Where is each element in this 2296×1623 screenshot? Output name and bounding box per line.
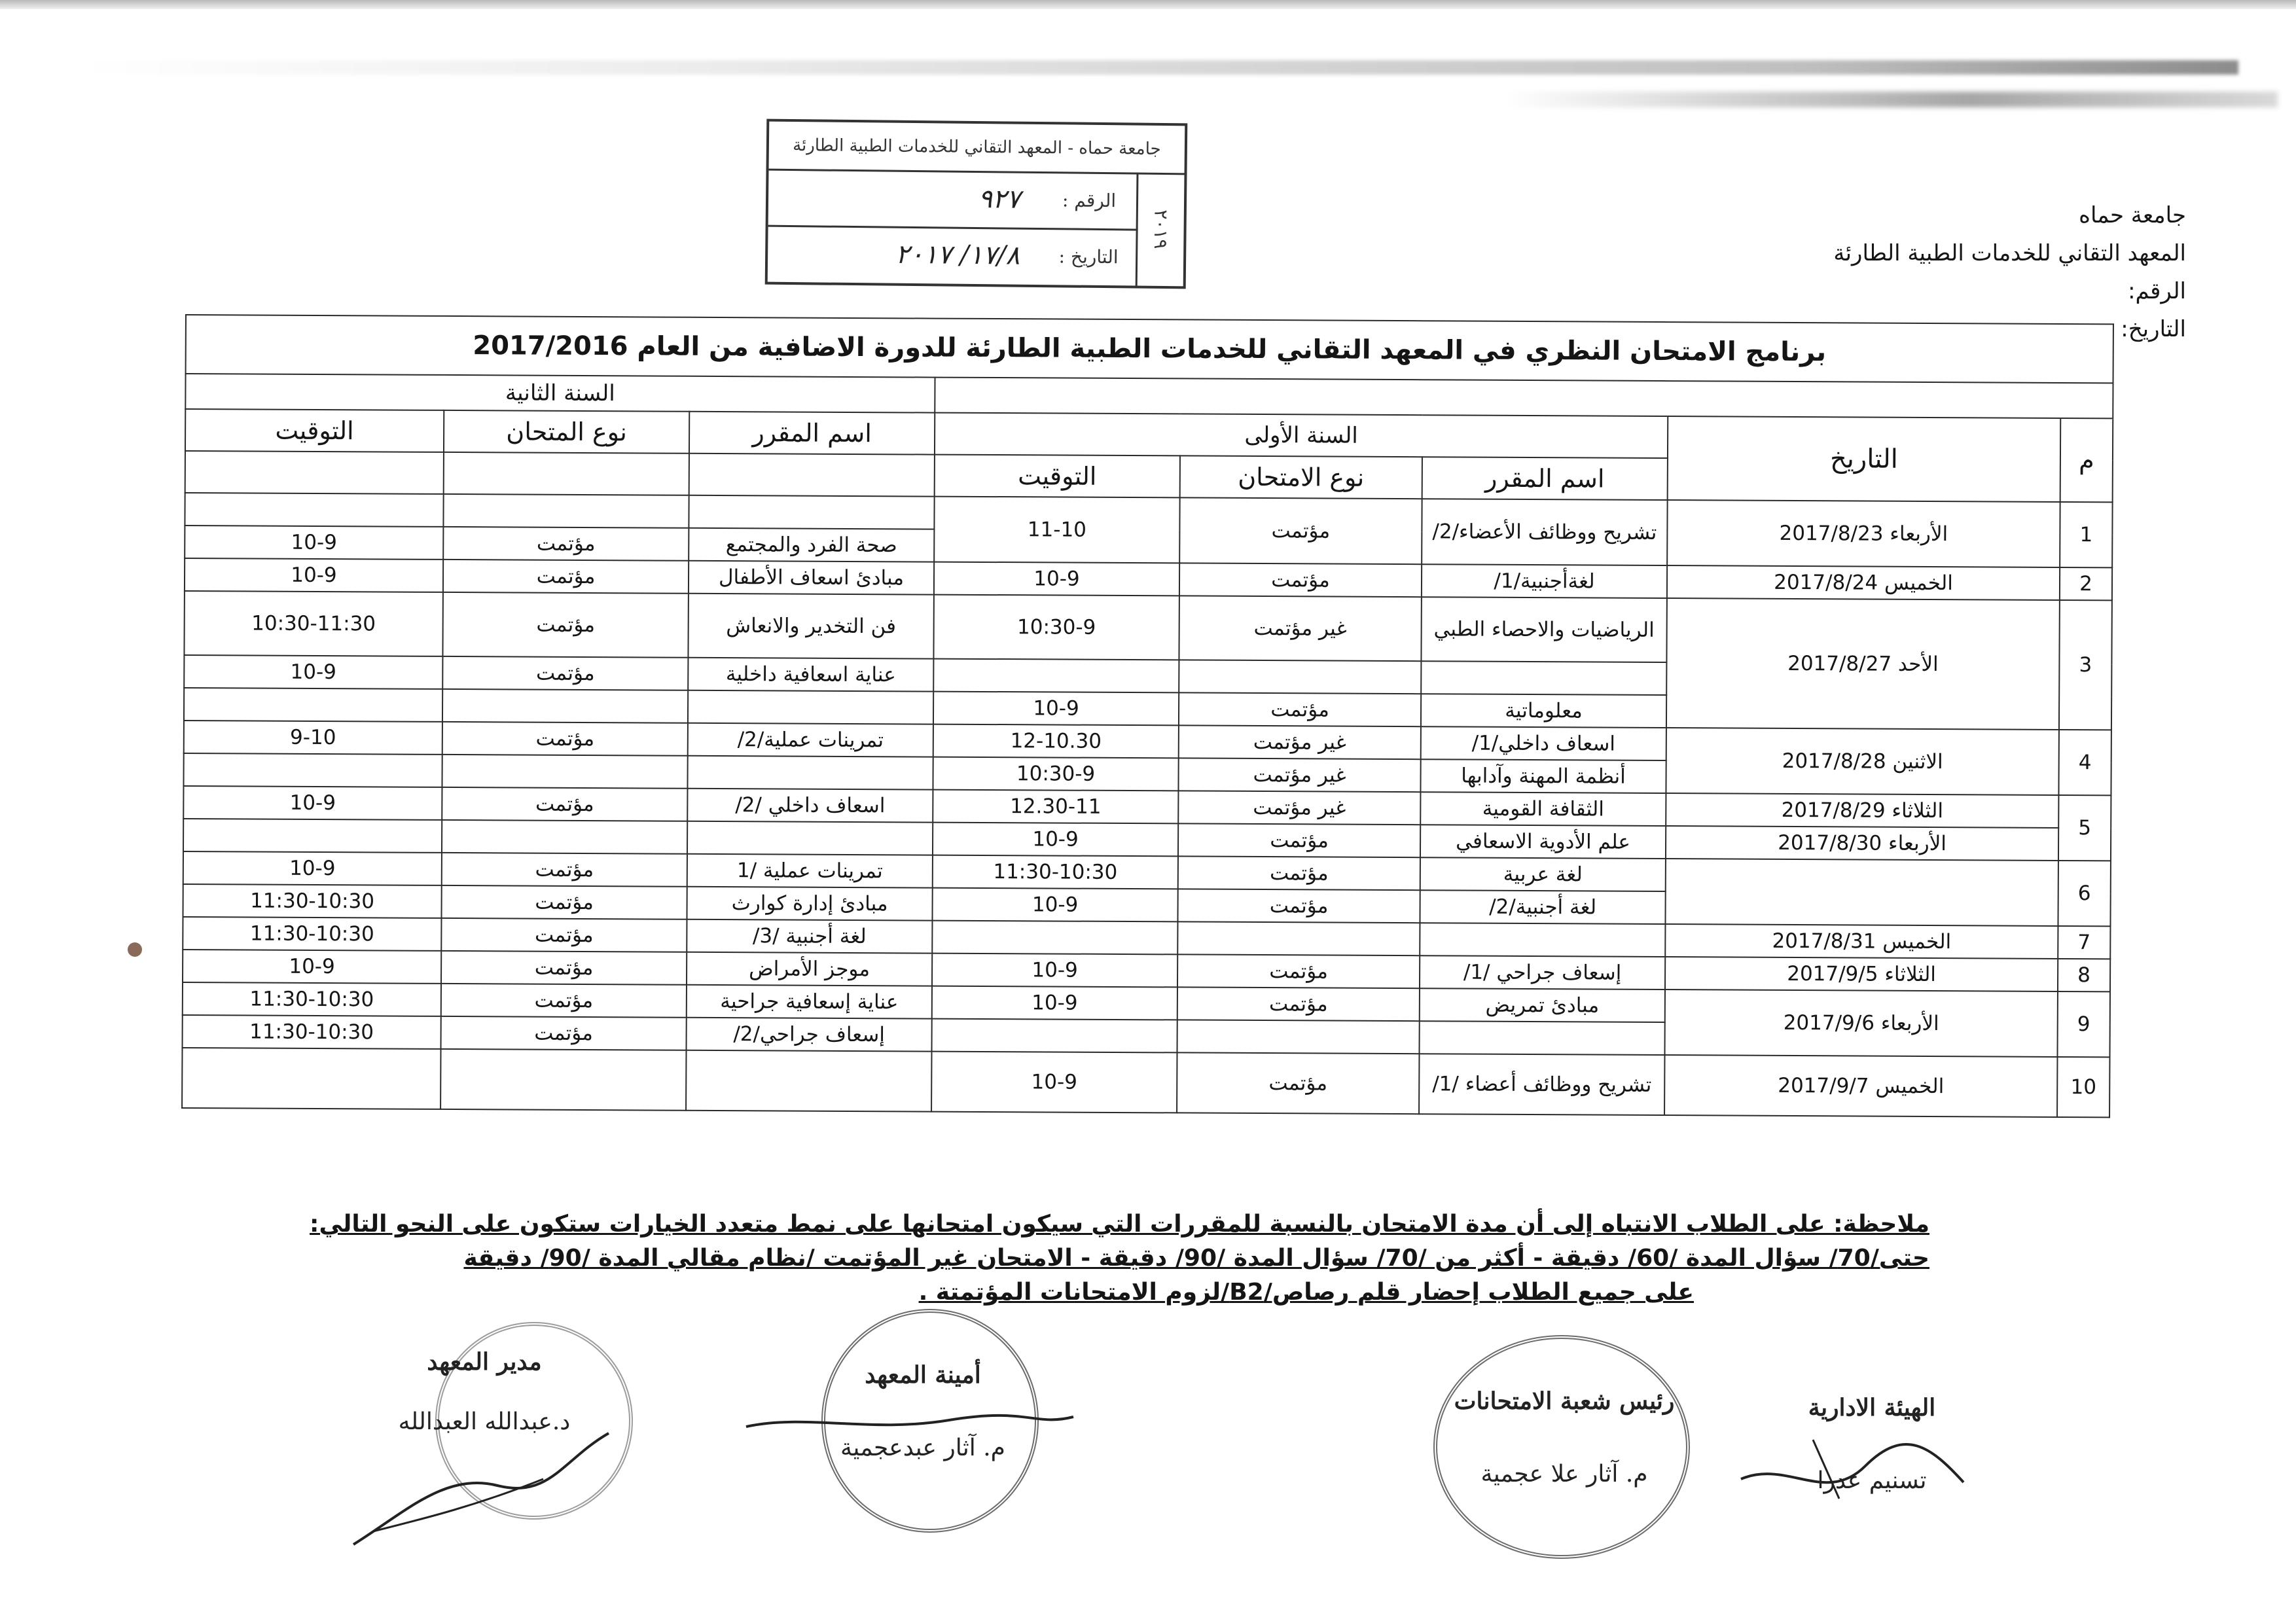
y1-course: علم الأدوية الاسعافي — [1420, 825, 1666, 859]
y1-time-value: 10:30-9 — [1016, 762, 1096, 786]
y2-time — [184, 721, 442, 755]
y2-time-value: 11:30-10:30 — [249, 921, 374, 946]
y1-course: الثقافة القومية — [1420, 792, 1666, 826]
y1-time-value: 10-9 — [1031, 991, 1078, 1015]
y2-time — [183, 950, 441, 984]
y2-type: مؤتمت — [443, 560, 689, 594]
y1-type: مؤتمت — [1179, 563, 1422, 597]
empty-cell — [185, 451, 444, 494]
empty-cell — [689, 495, 934, 529]
y2-type: مؤتمت — [441, 1016, 687, 1050]
row-date: الأحد 2017/8/27 — [1666, 598, 2060, 730]
empty-cell — [932, 921, 1177, 955]
y2-time — [183, 917, 441, 951]
reg-number-label: الرقم : — [1062, 188, 1117, 211]
y2-type: مؤتمت — [442, 722, 688, 756]
y2-time-value: 10-9 — [289, 791, 336, 815]
y2-course: عناية اسعافية داخلية — [688, 658, 933, 692]
y2-time-value: 9-10 — [290, 725, 336, 750]
row-date: الثلاثاء 2017/9/5 — [1665, 957, 2058, 991]
y2-time-value: 11:30-10:30 — [249, 987, 374, 1012]
y1-time — [933, 790, 1178, 824]
col-type-header-y1: نوع الامتحان — [1180, 455, 1422, 499]
empty-cell — [442, 689, 688, 723]
col-course-header-y1: اسم المقرر — [1422, 457, 1668, 500]
y1-time-value: 10-9 — [1031, 893, 1079, 917]
y2-time — [185, 558, 443, 592]
y1-type: مؤتمت — [1177, 889, 1420, 923]
y2-course: عناية إسعافية جراحية — [687, 985, 932, 1019]
secretary-title: أمينة المعهد — [865, 1361, 981, 1389]
empty-cell — [1177, 921, 1420, 955]
y1-course: تشريح ووظائف الأعضاء/2/ — [1422, 499, 1667, 565]
row-date: الاثنين 2017/8/28 — [1666, 728, 2058, 795]
y2-time — [183, 786, 442, 820]
reg-stamp-side — [1136, 173, 1185, 287]
scan-streak — [79, 60, 2238, 75]
empty-cell — [183, 753, 442, 787]
empty-cell — [932, 1019, 1177, 1053]
y2-time-value: 10-9 — [289, 856, 336, 881]
y1-time — [933, 595, 1179, 660]
y2-course: صحة الفرد والمجتمع — [689, 528, 934, 562]
y1-time-value: 10-9 — [1032, 827, 1079, 851]
col-course-header-y2: اسم المقرر — [689, 412, 935, 455]
y2-time-value: 10-9 — [289, 954, 335, 979]
y1-time-value: 12.30-11 — [1010, 794, 1102, 819]
row-date: الخميس 2017/8/24 — [1667, 565, 2060, 600]
row-num: 8 — [2058, 959, 2110, 991]
y2-type: مؤتمت — [442, 853, 687, 887]
y2-course: اسعاف داخلي /2/ — [687, 789, 933, 823]
y2-course: مبادئ إدارة كوارث — [687, 887, 932, 921]
y1-type: مؤتمت — [1177, 987, 1420, 1021]
empty-cell — [440, 1049, 686, 1111]
y2-time-value: 10:30-11:30 — [251, 611, 376, 636]
y1-time-value: 12-10.30 — [1010, 729, 1102, 753]
y2-type: مؤتمت — [441, 885, 687, 919]
institute-name: المعهد التقاني للخدمات الطبية الطارئة — [1833, 240, 2186, 266]
y1-course: لغة أجنبية/2/ — [1420, 890, 1665, 924]
note-line-2: حتى/70/ سؤال المدة /60/ دقيقة - أكثر من /70/ سؤال المدة /90/ دقيقة - الامتحان غير المؤتمت /نظام مقالي المدة /90/ دقيقة — [463, 1245, 1929, 1272]
y1-type: غير مؤتمت — [1179, 725, 1421, 759]
reg-number-value: ٩٢٧ — [978, 184, 1021, 215]
y2-type: مؤتمت — [442, 592, 688, 658]
y2-course: تمرينات عملية /1 — [687, 854, 933, 888]
row-num: 9 — [2057, 991, 2109, 1057]
y2-time — [183, 884, 441, 918]
exams-name: م. آثار علا عجمية — [1480, 1461, 1648, 1488]
y1-type: مؤتمت — [1178, 823, 1420, 857]
director-name: د.عبدالله العبدالله — [398, 1408, 571, 1435]
empty-cell — [442, 820, 687, 854]
y1-type: مؤتمت — [1177, 954, 1420, 988]
exams-signature-block — [1427, 1387, 1702, 1488]
y1-time — [934, 562, 1179, 596]
empty-cell — [1420, 923, 1665, 957]
admin-signature-scribble — [1734, 1420, 1970, 1512]
empty-cell — [185, 493, 443, 527]
y2-time — [184, 655, 442, 689]
y1-time-value: 11-10 — [1027, 518, 1087, 542]
empty-cell — [1419, 1021, 1664, 1055]
y2-time — [184, 591, 443, 656]
y1-type: غير مؤتمت — [1178, 758, 1420, 792]
col-time-header-y2: التوقيت — [185, 409, 444, 452]
y1-time-value: 10:30-9 — [1016, 615, 1096, 639]
empty-cell — [444, 452, 689, 495]
empty-cell — [442, 755, 687, 789]
row-date: الأربعاء 2017/8/30 — [1666, 826, 2058, 861]
row-date: الخميس 2017/8/31 — [1665, 924, 2058, 959]
ink-dot — [128, 942, 142, 957]
y2-time-value: 10-9 — [290, 660, 337, 685]
y2-time-value: 11:30-10:30 — [250, 889, 375, 914]
y1-time — [933, 823, 1178, 857]
y2-course: مبادئ اسعاف الأطفال — [689, 561, 934, 595]
y1-time — [932, 954, 1177, 988]
admin-title: الهيئة الادارية — [1808, 1394, 1936, 1421]
row-date: الخميس 2017/9/7 — [1664, 1055, 2057, 1117]
y1-course: إسعاف جراحي /1/ — [1420, 955, 1665, 990]
empty-cell — [688, 690, 933, 724]
y2-course: فن التخدير والانعاش — [688, 594, 933, 659]
y1-time — [933, 855, 1178, 889]
row-date: الثلاثاء 2017/8/29 — [1666, 793, 2058, 828]
row-num: 6 — [2058, 861, 2110, 926]
empty-cell — [1665, 859, 2058, 926]
y1-course: معلوماتية — [1421, 694, 1666, 728]
y1-time — [931, 1052, 1177, 1113]
director-title: مدير المعهد — [427, 1348, 542, 1376]
y1-time — [932, 986, 1177, 1020]
schedule-table-wrap — [182, 314, 2114, 1266]
y1-type: مؤتمت — [1178, 856, 1420, 890]
y2-type: مؤتمت — [441, 984, 687, 1018]
row-num: 10 — [2057, 1057, 2109, 1117]
y2-time — [182, 1015, 440, 1049]
y1-time-value: 10-9 — [1031, 1070, 1078, 1094]
exam-duration-note — [228, 1207, 1929, 1310]
row-num: 2 — [2060, 567, 2112, 600]
col-type-header-y2: نوع المتحان — [444, 410, 689, 454]
reg-stamp-title: جامعة حماه - المعهد التقاني للخدمات الطبية الطارئة — [769, 122, 1185, 175]
reg-stamp-date-row — [768, 225, 1138, 285]
row-num: 1 — [2060, 502, 2112, 567]
blank-cell — [935, 378, 2113, 419]
reg-stamp-side-value: ٢٠١٩ — [1149, 209, 1172, 249]
row-date: الأربعاء 2017/8/23 — [1667, 500, 2060, 567]
empty-cell — [1179, 660, 1421, 694]
y2-course: موجز الأمراض — [687, 952, 932, 986]
empty-cell — [183, 819, 442, 853]
scan-streak — [1505, 92, 2278, 107]
reg-date-label: التاريخ : — [1058, 245, 1119, 268]
note-line-3: على جميع الطلاب إحضار قلم رصاص/B2/لزوم الامتحانات المؤتمتة . — [918, 1279, 1694, 1306]
row-num: 5 — [2058, 795, 2111, 861]
y2-time-value: 10-9 — [291, 563, 337, 588]
y2-time-value: 10-9 — [291, 530, 338, 555]
reg-date-value: ١٧/٨/ ٢٠١٧ — [895, 239, 1020, 271]
university-name: جامعة حماه — [2079, 202, 2186, 228]
empty-cell — [933, 659, 1179, 693]
empty-cell — [1421, 661, 1666, 695]
row-num: 7 — [2058, 926, 2110, 959]
y1-type: مؤتمت — [1179, 692, 1421, 726]
row-num: 3 — [2059, 600, 2112, 730]
table-title: برنامج الامتحان النظري في المعهد التقاني للخدمات الطبية الطارئة للدورة الاضافية من العام 2017/2016 — [185, 315, 2113, 383]
y1-time — [934, 497, 1179, 563]
y1-type: مؤتمت — [1179, 497, 1422, 564]
y1-type: غير مؤتمت — [1178, 791, 1420, 825]
empty-cell — [1177, 1020, 1420, 1054]
col-num-header: م — [2060, 418, 2113, 502]
empty-cell — [687, 821, 933, 855]
y2-time — [183, 851, 442, 885]
date-label: التاريخ: — [2121, 316, 2186, 342]
y2-type: مؤتمت — [442, 656, 688, 690]
col-time-header-y1: التوقيت — [935, 455, 1180, 498]
col-date-header: التاريخ — [1668, 416, 2061, 502]
y2-course: تمرينات عملية/2/ — [688, 723, 933, 757]
y1-type: غير مؤتمت — [1179, 596, 1421, 661]
row-date: الأربعاء 2017/9/6 — [1664, 990, 2057, 1057]
y1-course: اسعاف داخلي/1/ — [1421, 726, 1666, 760]
y2-time-value: 11:30-10:30 — [249, 1020, 374, 1044]
director-signature-scribble — [347, 1407, 622, 1558]
y1-course: أنظمة المهنة وآدابها — [1420, 759, 1666, 793]
note-line-1: ملاحظة: على الطلاب الانتباه إلى أن مدة الامتحان بالنسبة للمقررات التي سيكون امتحانها على نمط متعدد الخيارات ستكون على النحو التالي: — [310, 1211, 1929, 1238]
y2-time — [183, 982, 441, 1016]
registration-stamp — [765, 119, 1188, 289]
y1-time-value: 10-9 — [1033, 567, 1080, 591]
reg-stamp-number-row — [768, 169, 1139, 231]
y2-type: مؤتمت — [441, 951, 687, 985]
y1-course: تشريح ووظائف أعضاء /1/ — [1419, 1054, 1664, 1115]
y1-time-value: 11:30-10:30 — [993, 860, 1118, 884]
second-year-header: السنة الثانية — [185, 374, 935, 413]
y2-time — [185, 526, 443, 560]
y1-time — [933, 692, 1179, 726]
y1-course: لغةأجنبية/1/ — [1422, 564, 1667, 598]
empty-cell — [689, 454, 935, 497]
empty-cell — [182, 1048, 441, 1109]
exam-schedule-table — [181, 314, 2114, 1118]
first-year-header: السنة الأولى — [935, 413, 1668, 458]
y1-time — [933, 724, 1179, 758]
scan-edge — [0, 0, 2296, 9]
y1-time-value: 10-9 — [1033, 696, 1079, 721]
empty-cell — [443, 494, 689, 528]
y1-time — [933, 757, 1178, 791]
y1-type: مؤتمت — [1177, 1052, 1419, 1114]
y2-course: لغة أجنبية /3/ — [687, 919, 932, 954]
y1-course: مبادئ تمريض — [1420, 988, 1665, 1022]
y1-time-value: 10-9 — [1031, 958, 1078, 982]
y1-course: الرياضيات والاحصاء الطبي — [1421, 597, 1666, 662]
secretary-signature-scribble — [740, 1407, 1080, 1459]
y2-course: إسعاف جراحي/2/ — [687, 1018, 932, 1052]
row-num: 4 — [2058, 730, 2111, 795]
number-label: الرقم: — [2128, 278, 2186, 304]
y1-course: لغة عربية — [1420, 857, 1666, 891]
y2-type: مؤتمت — [441, 918, 687, 952]
empty-cell — [184, 688, 442, 722]
empty-cell — [687, 756, 933, 790]
y2-type: مؤتمت — [443, 527, 689, 561]
empty-cell — [686, 1050, 931, 1112]
y1-time — [932, 888, 1177, 922]
admin-name: تسنيم عدرا — [1817, 1467, 1927, 1494]
y2-type: مؤتمت — [442, 787, 687, 821]
secretary-name: م. آثار عبدعجمية — [840, 1435, 1005, 1461]
exams-title: رئيس شعبة الامتحانات — [1454, 1387, 1675, 1415]
